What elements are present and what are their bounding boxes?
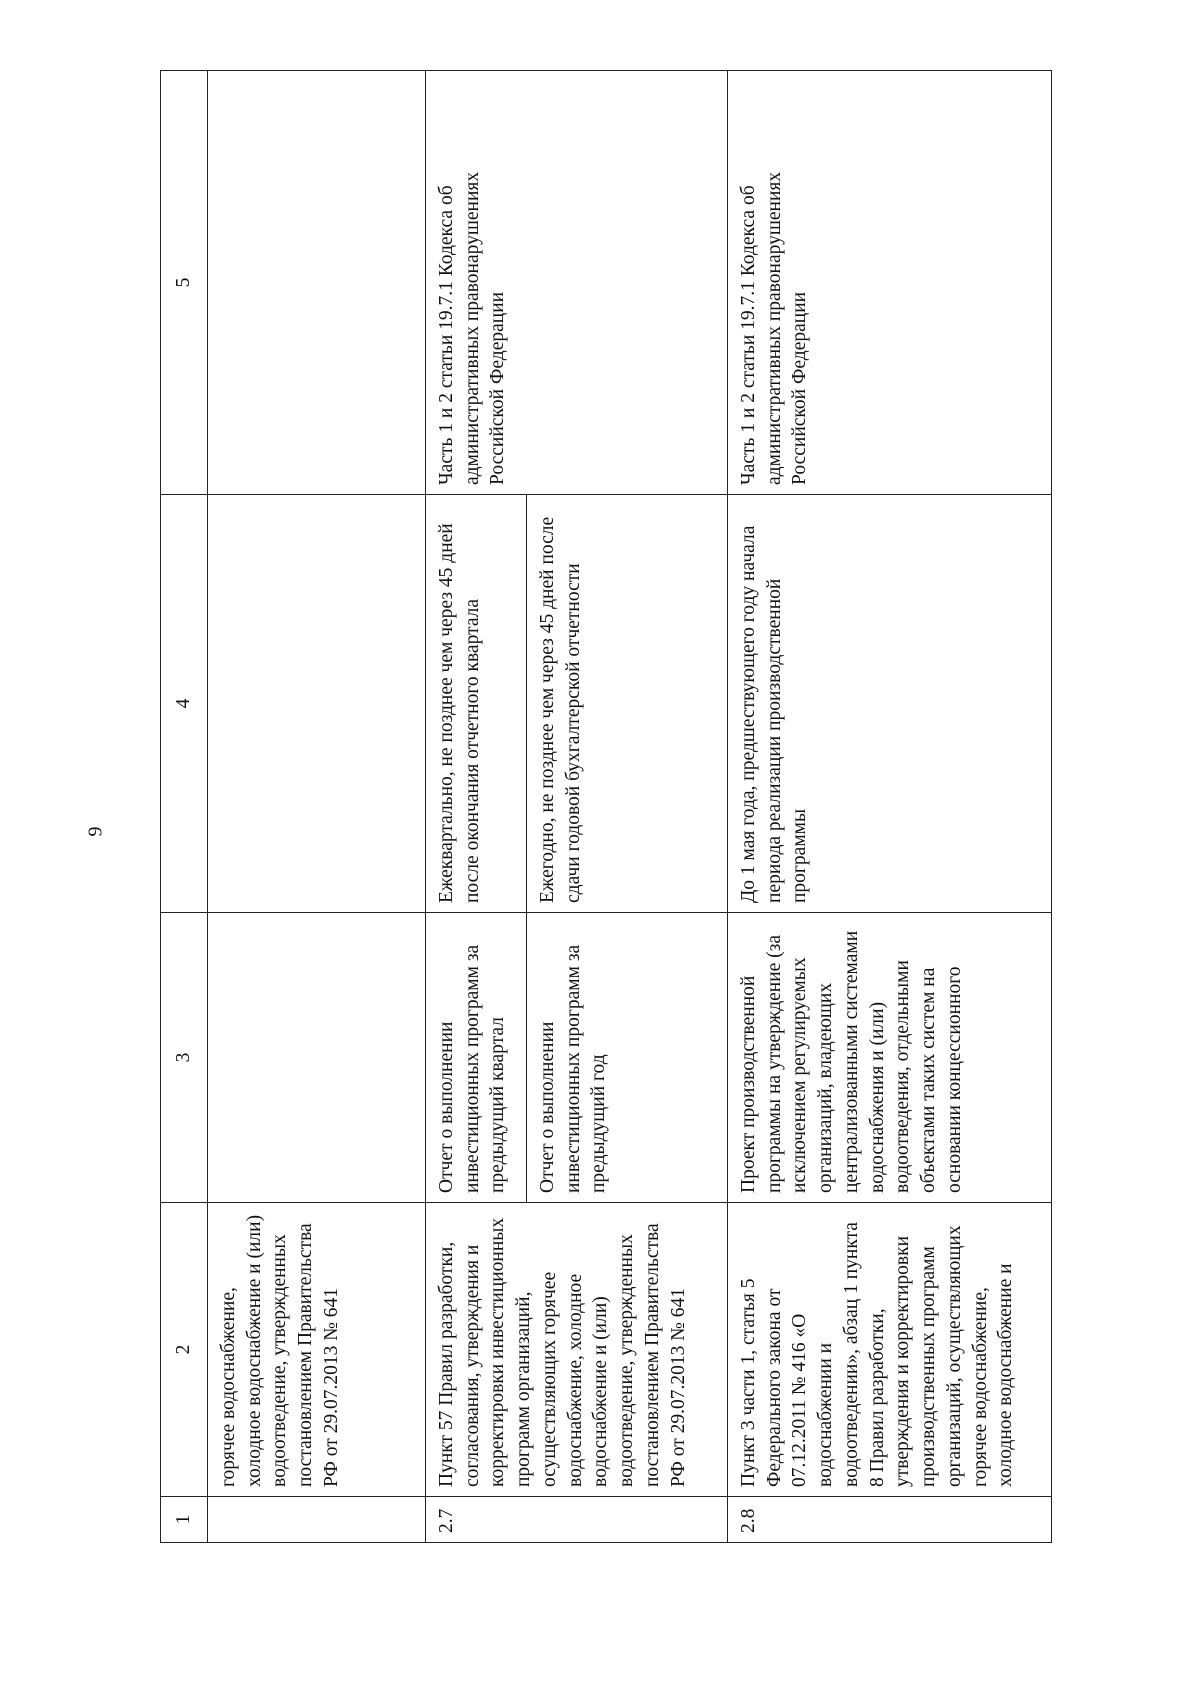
deadline-quarterly: Ежеквартально, не позднее чем через 45 дней после окончания отчетного квартала bbox=[436, 523, 483, 903]
report-subject-quarterly: Отчет о выполнении инвестиционных программ за предыдущий квартал bbox=[436, 944, 509, 1193]
liability-cell: Часть 1 и 2 статьи 19.7.1 Кодекса об административных правонарушениях Российской Федерации bbox=[426, 71, 728, 495]
rotated-table-wrapper bbox=[160, 71, 1052, 1543]
requirements-table bbox=[160, 70, 1052, 1543]
liability-cell bbox=[208, 71, 426, 495]
header-col-1: 1 bbox=[161, 1497, 208, 1543]
row-number bbox=[208, 1497, 426, 1543]
table-row bbox=[728, 71, 1052, 1543]
deadline-cell bbox=[426, 495, 728, 913]
row-number: 2.8 bbox=[728, 1497, 1052, 1543]
legal-basis-cell: горячее водоснабжение, холодное водоснабжение и (или) водоотведение, утвержденных постановлением Правительства РФ от 29.07.2013 № 641 bbox=[208, 1203, 426, 1497]
legal-basis-cell: Пункт 3 части 1, статья 5 Федерального закона от 07.12.2011 № 416 «О водоснабжении и водоотведении», абзац 1 пункта 8 Правил разработки, утверждения и корректировки производственных программ организаций, осуществляющих горячее водоснабжение, холодное водоснабжение и bbox=[728, 1203, 1052, 1497]
report-subject-cell bbox=[208, 913, 426, 1203]
report-subject-cell: Проект производственной программы на утверждение (за исключением регулируемых организаций, владеющих централизованными системами водоснабжения и (или) водоотведения, отдельными объектами таких систем на основании концессионного bbox=[728, 913, 1052, 1203]
report-subject-annual: Отчет о выполнении инвестиционных программ за предыдущий год bbox=[526, 913, 620, 1202]
header-col-5: 5 bbox=[161, 71, 208, 495]
table-row bbox=[208, 71, 426, 1543]
header-col-2: 2 bbox=[161, 1203, 208, 1497]
page-number: 9 bbox=[84, 826, 107, 837]
header-col-4: 4 bbox=[161, 495, 208, 913]
report-subject-cell bbox=[426, 913, 728, 1203]
table-header-row bbox=[161, 71, 208, 1543]
liability-cell: Часть 1 и 2 статьи 19.7.1 Кодекса об административных правонарушениях Российской Федерации bbox=[728, 71, 1052, 495]
deadline-cell bbox=[208, 495, 426, 913]
legal-basis-cell: Пункт 57 Правил разработки, согласования, утверждения и корректировки инвестиционных программ организаций, осуществляющих горячее водоснабжение, холодное водоснабжение и (или) водоотведение, утвержденных постановлением Правительства РФ от 29.07.2013 № 641 bbox=[426, 1203, 728, 1497]
deadline-cell: До 1 мая года, предшествующего году начала периода реализации производственной программы bbox=[728, 495, 1052, 913]
row-number: 2.7 bbox=[426, 1497, 728, 1543]
table-row bbox=[426, 71, 728, 1543]
deadline-annual: Ежегодно, не позднее чем через 45 дней после сдачи годовой бухгалтерской отчетности bbox=[526, 495, 594, 912]
header-col-3: 3 bbox=[161, 913, 208, 1203]
